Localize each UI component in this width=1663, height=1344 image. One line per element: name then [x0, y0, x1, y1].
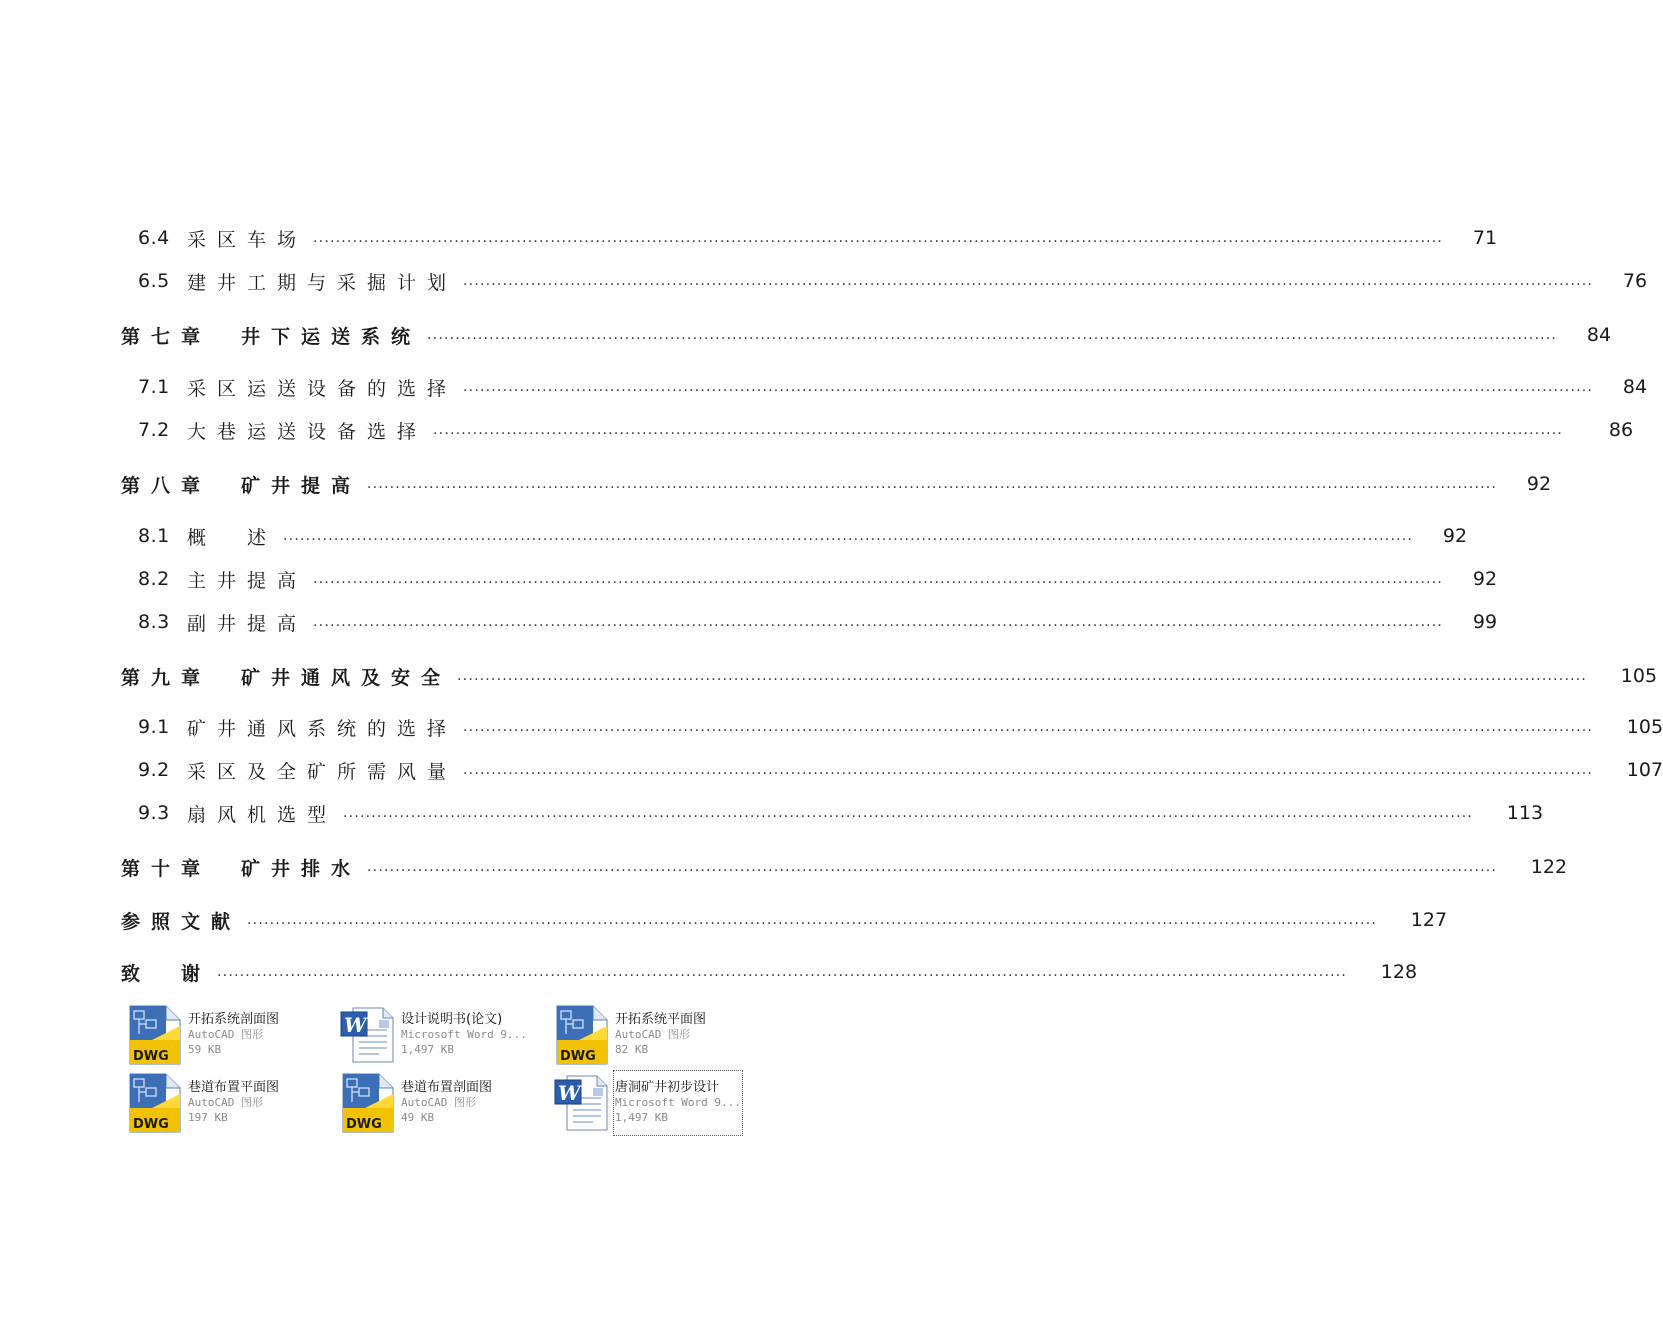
- file-item[interactable]: [126, 1004, 336, 1066]
- file-type: AutoCAD 图形: [401, 1096, 476, 1109]
- toc-entry-page: 76: [1622, 270, 1648, 292]
- file-name: 巷道布置剖面图: [401, 1080, 493, 1095]
- toc-entry[interactable]: [138, 371, 1648, 403]
- toc-entry[interactable]: [138, 414, 1634, 446]
- toc-entry[interactable]: [138, 797, 1544, 829]
- toc-entry-page: 84: [1586, 324, 1612, 346]
- svg-text:W: W: [344, 1013, 367, 1037]
- file-size: 1,497 KB: [401, 1043, 454, 1056]
- toc-leader-dots: ........................................................................................................................................................................................................: [463, 762, 1594, 778]
- file-name: 开拓系统平面图: [615, 1012, 707, 1027]
- file-type: Microsoft Word 9...: [615, 1096, 741, 1109]
- toc-leader-dots: ........................................................................................................................................................................................................: [247, 912, 1378, 928]
- file-type: AutoCAD 图形: [615, 1028, 690, 1041]
- toc-entry-number: 9.3: [138, 802, 170, 824]
- toc-entry[interactable]: [138, 222, 1498, 254]
- file-details: [188, 1072, 279, 1134]
- toc-entry-title: 采区及全矿所需风量: [187, 760, 458, 783]
- toc-entry-number: 7.2: [138, 419, 170, 441]
- toc-leader-dots: ........................................................................................................................................................................................................: [283, 528, 1414, 544]
- file-type: AutoCAD 图形: [188, 1096, 263, 1109]
- toc-entry-number: 8.1: [138, 525, 170, 547]
- toc-entry-title: 概 述: [187, 526, 278, 549]
- toc-leader-dots: ........................................................................................................................................................................................................: [313, 571, 1444, 587]
- svg-text:DWG: DWG: [133, 1117, 169, 1132]
- toc-leader-dots: ........................................................................................................................................................................................................: [463, 719, 1594, 735]
- toc-entry-title: 采区运送设备的选择: [187, 377, 458, 400]
- file-size: 49 KB: [401, 1111, 435, 1124]
- toc-leader-dots: ........................................................................................................................................................................................................: [457, 668, 1588, 684]
- svg-text:W: W: [558, 1081, 581, 1105]
- toc-entry-title: 扇风机选型: [187, 803, 338, 826]
- toc-leader-dots: ........................................................................................................................................................................................................: [217, 964, 1348, 980]
- toc-entry-page: 86: [1608, 419, 1634, 441]
- file-name: 巷道布置平面图: [188, 1080, 280, 1095]
- toc-entry-title: 采区车场: [187, 228, 308, 251]
- svg-text:DWG: DWG: [133, 1049, 169, 1064]
- toc-entry[interactable]: [121, 319, 1612, 351]
- toc-leader-dots: ........................................................................................................................................................................................................: [463, 273, 1594, 289]
- toc-entry[interactable]: [138, 520, 1468, 552]
- toc-entry-page: 84: [1622, 376, 1648, 398]
- toc-entry-title: 第十章 矿井排水: [121, 857, 362, 880]
- toc-leader-dots: ........................................................................................................................................................................................................: [463, 379, 1594, 395]
- file-name: 开拓系统剖面图: [188, 1012, 280, 1027]
- toc-entry-page: 127: [1410, 909, 1448, 931]
- toc-entry[interactable]: [138, 265, 1648, 297]
- file-list: [126, 1004, 766, 1136]
- file-item[interactable]: [553, 1072, 763, 1134]
- file-item[interactable]: [126, 1072, 336, 1134]
- toc-entry-page: 113: [1506, 802, 1544, 824]
- toc-entry[interactable]: [138, 754, 1663, 786]
- file-details: [401, 1072, 492, 1134]
- toc-entry-number: 7.1: [138, 376, 170, 398]
- toc-entry-page: 128: [1380, 961, 1418, 983]
- toc-leader-dots: ........................................................................................................................................................................................................: [313, 230, 1444, 246]
- toc-entry[interactable]: [121, 851, 1568, 883]
- file-item[interactable]: [339, 1072, 549, 1134]
- toc-entry-number: 6.4: [138, 227, 170, 249]
- dwg-file-icon: [553, 1004, 609, 1066]
- file-details: [615, 1072, 741, 1134]
- toc-entry-number: 8.3: [138, 611, 170, 633]
- toc-entry[interactable]: [121, 660, 1658, 692]
- toc-entry-title: 建井工期与采掘计划: [187, 271, 458, 294]
- word-file-icon: [339, 1004, 395, 1066]
- toc-leader-dots: ........................................................................................................................................................................................................: [313, 614, 1444, 630]
- toc-entry-title: 主井提高: [187, 569, 308, 592]
- toc-entry[interactable]: [138, 711, 1663, 743]
- toc-leader-dots: ........................................................................................................................................................................................................: [343, 805, 1474, 821]
- word-file-icon: [553, 1072, 609, 1134]
- toc-entry-page: 105: [1620, 665, 1658, 687]
- toc-leader-dots: ........................................................................................................................................................................................................: [367, 859, 1498, 875]
- file-type: Microsoft Word 9...: [401, 1028, 527, 1041]
- svg-text:DWG: DWG: [346, 1117, 382, 1132]
- toc-entry[interactable]: [121, 468, 1552, 500]
- toc-entry-number: 9.2: [138, 759, 170, 781]
- toc-entry-page: 99: [1472, 611, 1498, 633]
- file-item[interactable]: [339, 1004, 549, 1066]
- file-details: [401, 1004, 527, 1066]
- toc-entry-page: 105: [1626, 716, 1663, 738]
- toc-entry-number: 6.5: [138, 270, 170, 292]
- toc-entry-page: 122: [1530, 856, 1568, 878]
- toc-entry-title: 第九章 矿井通风及安全: [121, 666, 452, 689]
- toc-entry-page: 92: [1526, 473, 1552, 495]
- toc-entry[interactable]: [138, 606, 1498, 638]
- file-item[interactable]: [553, 1004, 763, 1066]
- toc-entry-title: 参照文献: [121, 910, 242, 933]
- file-name: 唐洞矿井初步设计: [615, 1080, 720, 1095]
- file-size: 82 KB: [615, 1043, 649, 1056]
- toc-entry-title: 大巷运送设备选择: [187, 420, 428, 443]
- toc-entry-page: 71: [1472, 227, 1498, 249]
- toc-leader-dots: ........................................................................................................................................................................................................: [433, 422, 1564, 438]
- toc-leader-dots: ........................................................................................................................................................................................................: [427, 327, 1558, 343]
- toc-entry[interactable]: [121, 956, 1418, 988]
- toc-entry-number: 8.2: [138, 568, 170, 590]
- file-details: [188, 1004, 279, 1066]
- toc-entry-title: 第八章 矿井提高: [121, 474, 362, 497]
- toc-entry-page: 92: [1472, 568, 1498, 590]
- toc-entry-title: 第七章 井下运送系统: [121, 325, 422, 348]
- file-details: [615, 1004, 706, 1066]
- file-name: 设计说明书(论文): [401, 1012, 503, 1027]
- file-type: AutoCAD 图形: [188, 1028, 263, 1041]
- toc-entry-title: 致 谢: [121, 962, 212, 985]
- toc-entry-number: 9.1: [138, 716, 170, 738]
- file-size: 59 KB: [188, 1043, 222, 1056]
- file-size: 1,497 KB: [615, 1111, 668, 1124]
- toc-entry[interactable]: [138, 563, 1498, 595]
- toc-entry[interactable]: [121, 904, 1448, 936]
- file-size: 197 KB: [188, 1111, 228, 1124]
- toc-entry-title: 副井提高: [187, 612, 308, 635]
- svg-text:DWG: DWG: [560, 1049, 596, 1064]
- dwg-file-icon: [339, 1072, 395, 1134]
- dwg-file-icon: [126, 1072, 182, 1134]
- toc-entry-title: 矿井通风系统的选择: [187, 717, 458, 740]
- toc-entry-page: 92: [1442, 525, 1468, 547]
- toc-entry-page: 107: [1626, 759, 1663, 781]
- toc-leader-dots: ........................................................................................................................................................................................................: [367, 476, 1498, 492]
- dwg-file-icon: [126, 1004, 182, 1066]
